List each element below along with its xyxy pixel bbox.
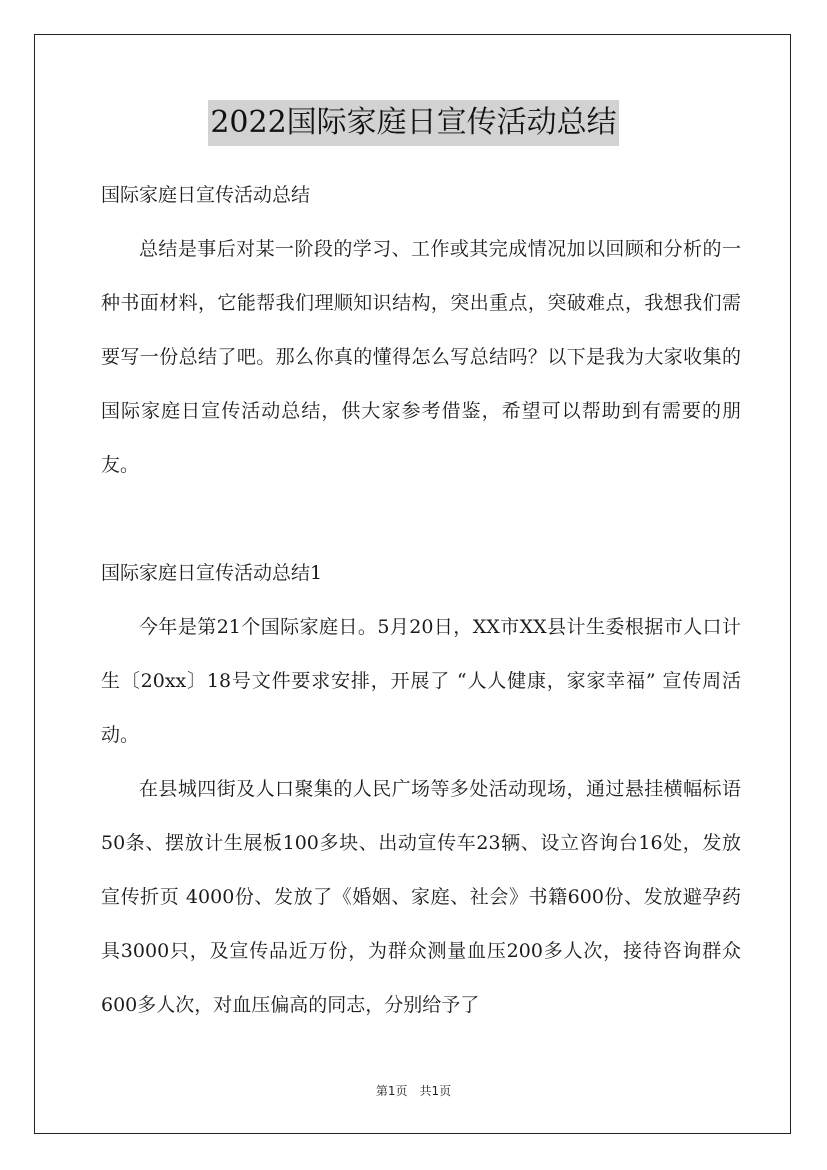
document-body xyxy=(101,168,741,1032)
section-paragraph-1: 今年是第21个国际家庭日。5月20日，XX市XX县计生委根据市人口计生〔20xx〕18号文件要求安排，开展了 “人人健康，家家幸福” 宣传周活动。 xyxy=(101,616,741,746)
document-title: 2022国际家庭日宣传活动总结 xyxy=(208,100,618,146)
paragraph-spacer xyxy=(101,492,741,546)
section-paragraph-2: 在县城四街及人口聚集的人民广场等多处活动现场，通过悬挂横幅标语50条、摆放计生展板100多块、出动宣传车23辆、设立咨询台16处，发放宣传折页 4000份、发放了《婚姻、家庭、社会》书籍600份、发放避孕药具3000只，及宣传品近万份，为群众测量血压200多人次，接待咨询群众600多人次，对血压偏高的同志，分别给予了 xyxy=(101,778,741,1016)
intro-paragraph: 总结是事后对某一阶段的学习、工作或其完成情况加以回顾和分析的一种书面材料，它能帮我们理顺知识结构，突出重点，突破难点，我想我们需要写一份总结了吧。那么你真的懂得怎么写总结吗？以下是我为大家收集的国际家庭日宣传活动总结，供大家参考借鉴，希望可以帮助到有需要的朋友。 xyxy=(101,238,741,476)
title-container xyxy=(0,100,827,146)
section-heading: 国际家庭日宣传活动总结1 xyxy=(101,562,323,584)
page-footer: 第1页 共1页 xyxy=(375,1084,452,1098)
subtitle: 国际家庭日宣传活动总结 xyxy=(101,184,311,206)
